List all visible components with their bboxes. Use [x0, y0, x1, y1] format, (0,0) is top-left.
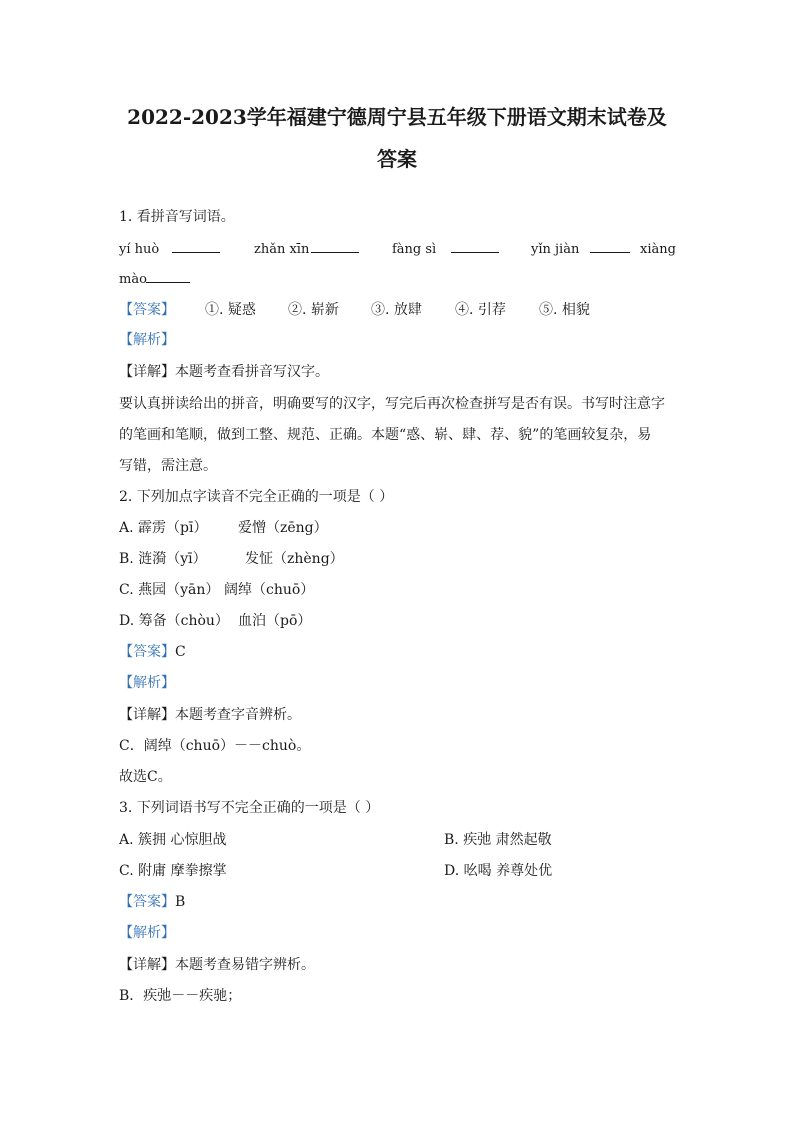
q1-answer-3: ③. 放肆 — [371, 302, 422, 318]
q1-answer-1: ①. 疑惑 — [205, 302, 256, 318]
q1-answer-2: ②. 崭新 — [288, 302, 339, 318]
q2-option-d: D. 筹备（chòu） — [119, 613, 229, 629]
q2-option-b: B. 涟漪（yī） — [119, 551, 207, 567]
q1-pinyin-3: fàng sì — [392, 242, 437, 257]
q3-answer — [119, 892, 185, 912]
q1-pinyin-5b: mào — [119, 272, 147, 287]
q2-option-c-word2: 阔绰（chuō） — [224, 582, 315, 598]
q2-option-d-word2: 血泊（pō） — [238, 613, 312, 629]
document-title: 2022-2023学年福建宁德周宁县五年级下册语文期末试卷及 — [127, 105, 667, 129]
q1-explain-line-2: 的笔画和笔顺，做到工整、规范、正确。本题“惑、崭、肆、荐、貌”的笔画较复杂，易 — [119, 427, 652, 443]
answer-label: 【答案】 — [119, 302, 175, 318]
q2-detail: 【详解】本题考查字音辨析。 — [119, 707, 301, 723]
q2-option-c: C. 燕园（yān） — [119, 582, 220, 598]
answer-label: 【答案】 — [119, 894, 175, 910]
q2-answer-value: C — [175, 644, 186, 660]
q1-pinyin-4: yǐn jiàn — [531, 242, 580, 257]
q1-answer-5: ⑤. 相貌 — [539, 302, 590, 318]
q1-explain-line-3: 写错，需注意。 — [119, 458, 217, 474]
q2-explain: C．阔绰（chuō）－－chuò。 — [119, 738, 311, 754]
q2-answer — [119, 642, 186, 662]
analysis-label: 【解析】 — [119, 675, 175, 691]
q3-option-c: C. 附庸 摩拳擦掌 — [119, 863, 227, 879]
analysis-label: 【解析】 — [119, 925, 175, 941]
q2-option-a: A. 霹雳（pī） — [119, 520, 208, 536]
q1-blank-4 — [590, 238, 630, 253]
q3-answer-value: B — [175, 894, 186, 910]
q3-detail: 【详解】本题考查易错字辨析。 — [119, 957, 315, 973]
q2-conclusion: 故选C。 — [119, 769, 172, 785]
q1-blank-5 — [146, 268, 190, 283]
q1-detail: 【详解】本题考查看拼音写汉字。 — [119, 364, 329, 380]
q1-blank-1 — [172, 238, 220, 253]
q3-stem: 3. 下列词语书写不完全正确的一项是（ ） — [119, 800, 380, 816]
q2-stem: 2. 下列加点字读音不完全正确的一项是（ ） — [119, 489, 394, 505]
q3-explain: B．疾弛－－疾驰； — [119, 988, 242, 1004]
q1-answer-4: ④. 引荐 — [455, 302, 506, 318]
q1-blank-3 — [451, 238, 499, 253]
q1-stem: 1. 看拼音写词语。 — [119, 209, 235, 225]
q1-pinyin-5a: xiàng — [640, 242, 676, 257]
q1-pinyin-1: yí huò — [119, 242, 160, 257]
q1-blank-2 — [311, 238, 359, 253]
document-title-continued: 答案 — [377, 147, 417, 171]
answer-label: 【答案】 — [119, 644, 175, 660]
q2-option-a-word2: 爱憎（zēng） — [238, 520, 328, 536]
q3-option-b: B. 疾弛 肃然起敬 — [444, 832, 552, 848]
q2-option-b-word2: 发怔（zhèng） — [245, 551, 344, 567]
analysis-label: 【解析】 — [119, 332, 175, 348]
q1-explain-line-1: 要认真拼读给出的拼音，明确要写的汉字，写完后再次检查拼写是否有误。书写时注意字 — [119, 396, 665, 412]
q3-option-d: D. 吆喝 养尊处优 — [444, 863, 553, 879]
q1-pinyin-2: zhǎn xīn — [254, 242, 310, 257]
q3-option-a: A. 簇拥 心惊胆战 — [119, 832, 227, 848]
